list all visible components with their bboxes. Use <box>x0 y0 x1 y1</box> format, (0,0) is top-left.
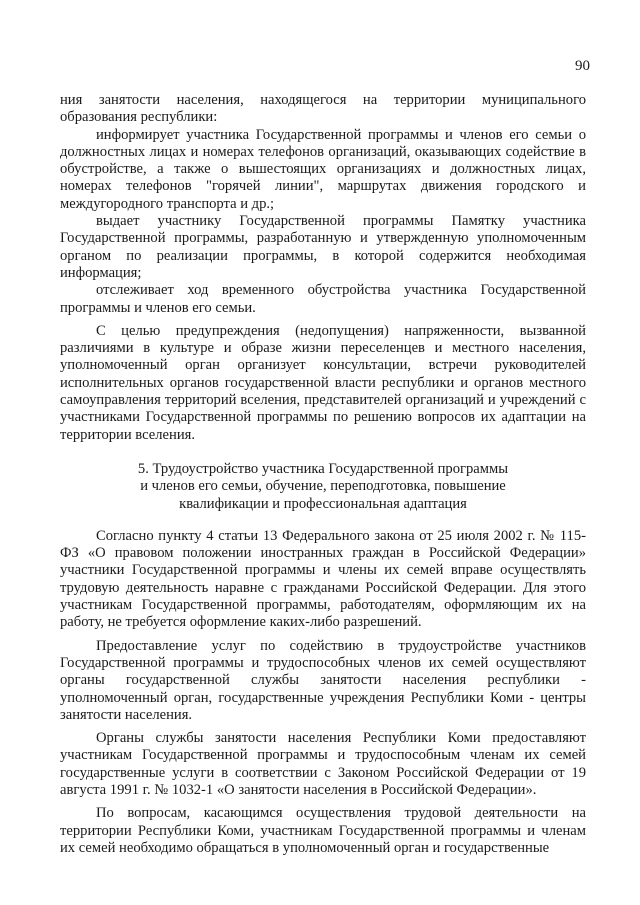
section-heading-line: и членов его семьи, обучение, переподготовка, повышение <box>140 478 506 495</box>
paragraph-prevention: С целью предупреждения (недопущения) напряженности, вызванной различиями в культуре и образе жизни переселенцев и местного населения, уполномоченный орган организует консультации, встречи руководителей исполнительных органов государственной власти республики и органов местного самоуправления территорий вселения, представителей организаций и учреждений с участниками Государственной программы по решению вопросов их адаптации на территории вселения. <box>60 322 586 443</box>
paragraph-issues-memo: выдает участнику Государственной программы Памятку участника Государственной программы, разработанную и утвержденную уполномоченным органом по реализации программы, в которой содержится необходимая информация; <box>60 213 586 281</box>
paragraph-monitors: отслеживает ход временного обустройства участника Государственной программы и членов его семьи. <box>60 282 586 316</box>
paragraph-informs: информирует участника Государственной программы и членов его семьи о должностных лицах и номерах телефонов организаций, оказывающих содействие в обустройстве, а также о вышестоящих организациях и должностных лицах, номерах телефонов "горячей линии", маршрутах движения городского и междугородного транспорта и др.; <box>60 126 586 212</box>
paragraph-employment-services: Предоставление услуг по содействию в трудоустройстве участников Государственной программы и трудоспособных членов их семей осуществляют органы государственной службы занятости населения республики - уполномоченный орган, государственные учреждения Республики Коми - центры занятости населения. <box>60 637 586 723</box>
paragraph-questions: По вопросам, касающимся осуществления трудовой деятельности на территории Республики Коми, участникам Государственной программы и членам их семей необходимо обращаться в уполномоченный орган и государственные <box>60 805 586 856</box>
paragraph-continuation: ния занятости населения, находящегося на территории муниципального образования республики: <box>60 92 586 126</box>
section-heading-line: 5. Трудоустройство участника Государственной программы <box>137 460 509 477</box>
paragraph-employment-bodies: Органы службы занятости населения Республики Коми предоставляют участникам Государственной программы и трудоспособным членам их семей государственные услуги в соответствии с Законом Российской Федерации от 19 августа 1991 г. № 1032-1 «О занятости населения в Российской Федерации». <box>60 730 586 798</box>
page-number: 90 <box>575 58 590 74</box>
section-heading <box>60 461 586 513</box>
section-heading-line: квалификации и профессиональная адаптация <box>179 495 467 512</box>
paragraph-federal-law: Согласно пункту 4 статьи 13 Федерального закона от 25 июля 2002 г. № 115-ФЗ «О правовом положении иностранных граждан в Российской Федерации» участники Государственной программы и члены их семей вправе осуществлять трудовую деятельность наравне с гражданами Российской Федерации. Для этого участникам Государственной программы, работодателям, оформляющим их на работу, не требуется оформление каких-либо разрешений. <box>60 527 586 631</box>
document-body <box>60 92 586 857</box>
